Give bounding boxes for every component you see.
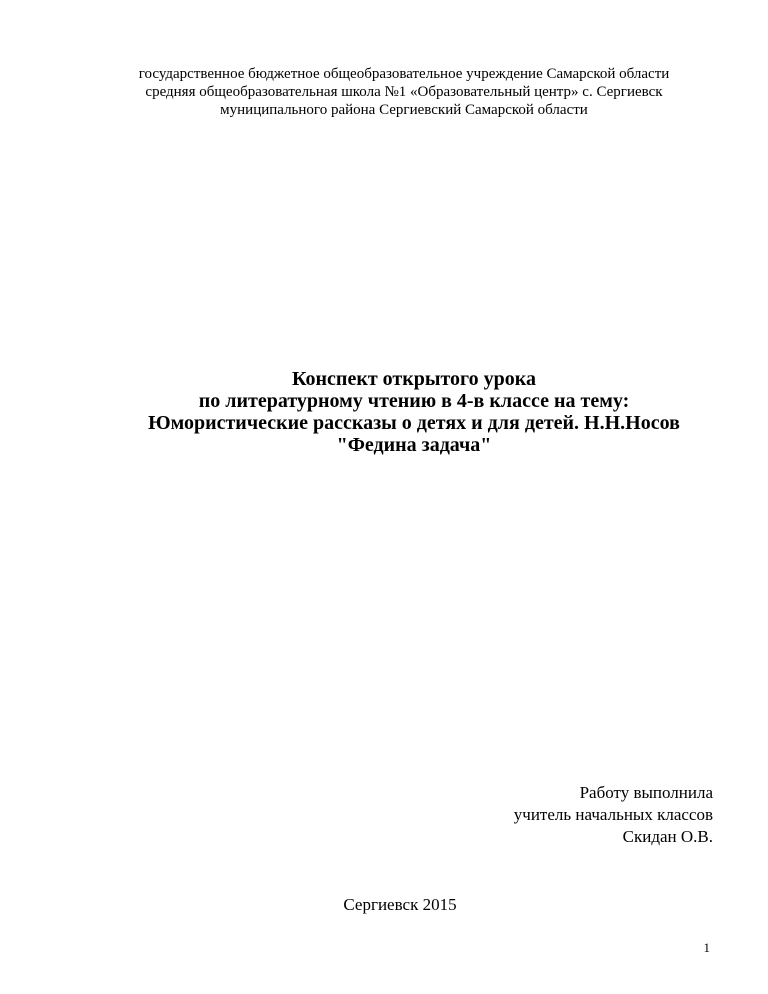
institution-line-2: средняя общеобразовательная школа №1 «Образовательный центр» с. Сергиевск xyxy=(145,84,663,100)
title-line-4: "Федина задача" xyxy=(336,434,492,456)
title-line-2: по литературному чтению в 4-в классе на тему: xyxy=(198,390,630,412)
institution-line-1: государственное бюджетное общеобразовательное учреждение Самарской области xyxy=(138,66,670,82)
title-line-3: Юмористические рассказы о детях и для детей. Н.Н.Носов xyxy=(148,412,680,434)
institution-header xyxy=(0,65,768,119)
title-line-1: Конспект открытого урока xyxy=(292,368,536,390)
lesson-title xyxy=(0,368,768,456)
author-info xyxy=(514,782,713,848)
institution-line-3: муниципального района Сергиевский Самарской области xyxy=(220,102,588,118)
author-name: Скидан О.В. xyxy=(622,827,713,846)
author-line-1: Работу выполнила xyxy=(579,783,713,802)
author-line-2: учитель начальных классов xyxy=(513,805,713,824)
place-and-year: Сергиевск 2015 xyxy=(343,895,457,914)
page-number: 1 xyxy=(703,940,710,955)
